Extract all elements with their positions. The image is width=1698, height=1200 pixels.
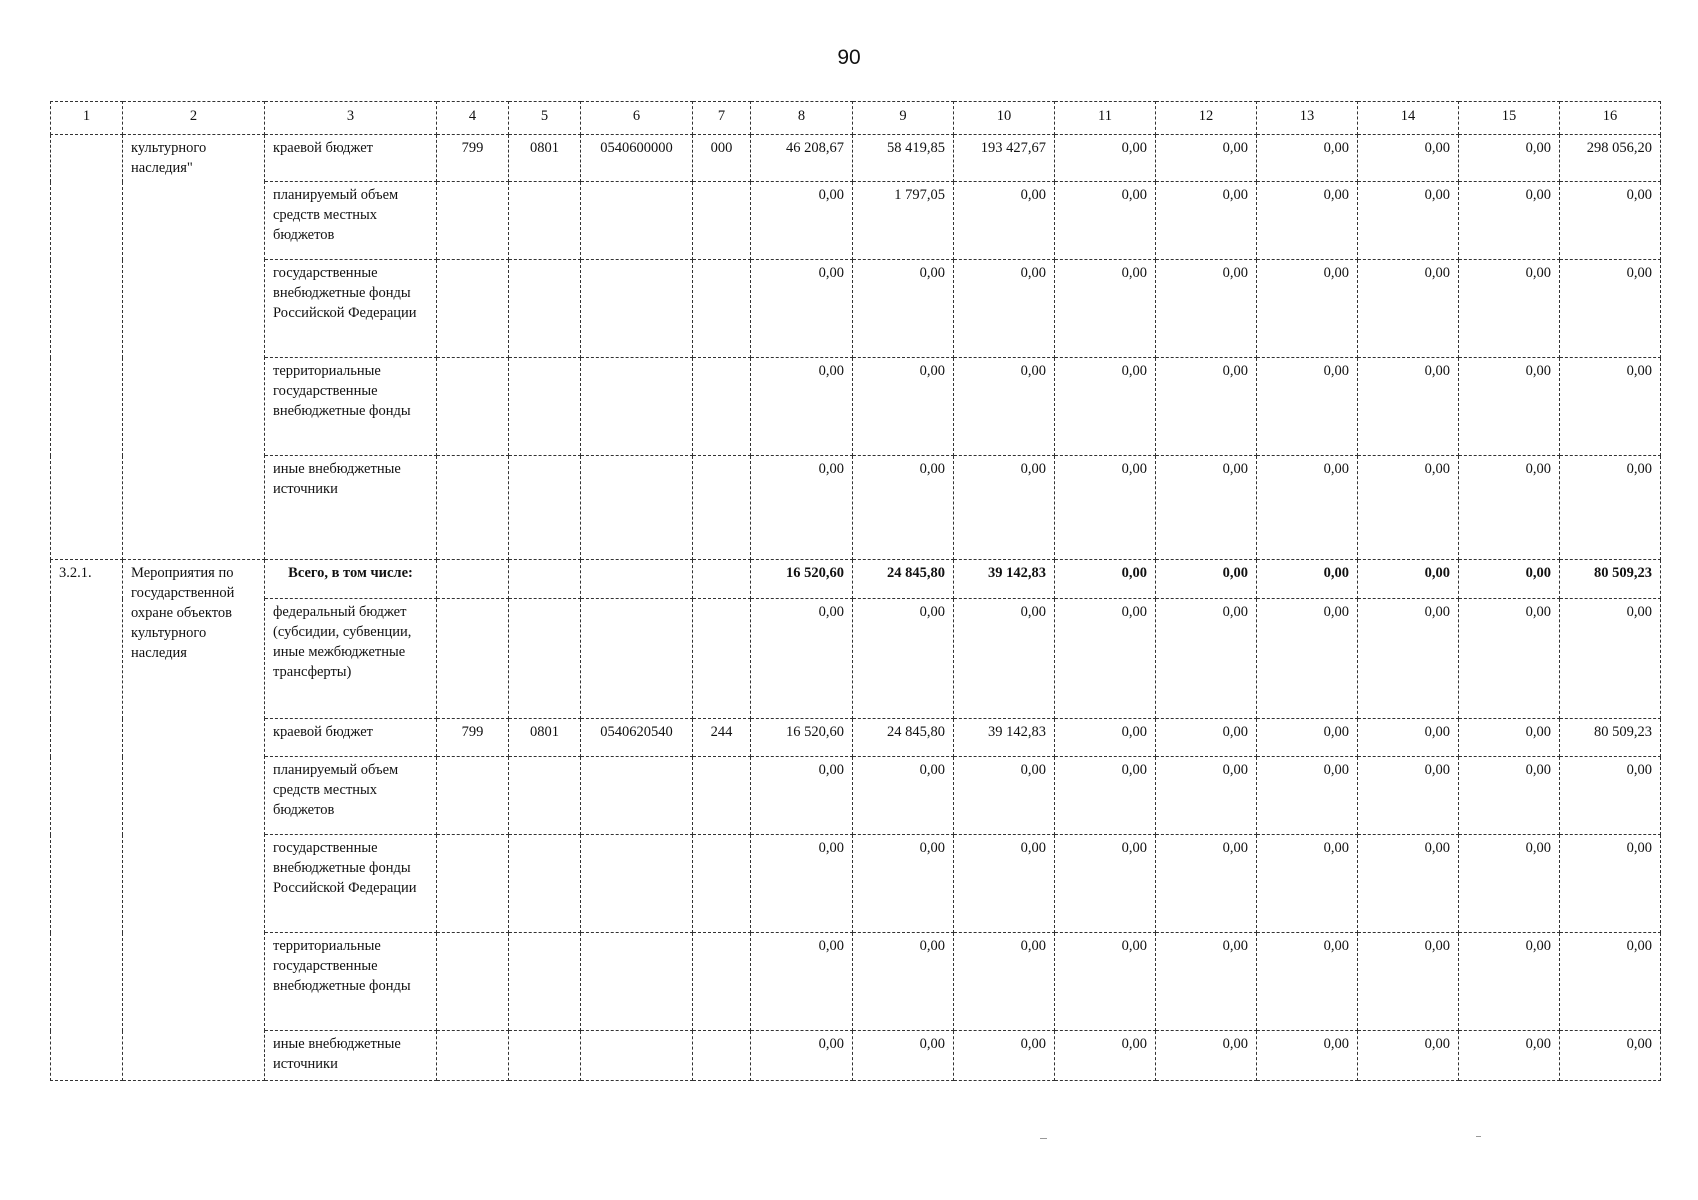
grbs-code bbox=[437, 1031, 509, 1081]
vr-code: 244 bbox=[693, 719, 751, 757]
table-row bbox=[51, 560, 1661, 599]
amount-cell: 58 419,85 bbox=[853, 135, 954, 182]
csr-code bbox=[581, 260, 693, 358]
amount-cell: 0,00 bbox=[1257, 757, 1358, 835]
amount-cell: 0,00 bbox=[1459, 757, 1560, 835]
amount-cell: 0,00 bbox=[1560, 182, 1661, 260]
item-number bbox=[51, 135, 123, 560]
budget-table bbox=[50, 101, 1661, 1081]
amount-cell: 0,00 bbox=[1156, 260, 1257, 358]
amount-cell: 0,00 bbox=[853, 456, 954, 560]
amount-cell: 0,00 bbox=[1358, 182, 1459, 260]
amount-cell: 0,00 bbox=[1257, 1031, 1358, 1081]
column-header: 16 bbox=[1560, 102, 1661, 135]
funding-source: территориальные государственные внебюджетные фонды bbox=[265, 933, 437, 1031]
amount-cell: 0,00 bbox=[1358, 358, 1459, 456]
amount-cell: 0,00 bbox=[1055, 560, 1156, 599]
vr-code bbox=[693, 182, 751, 260]
rzpr-code bbox=[509, 599, 581, 719]
table-row bbox=[51, 1031, 1661, 1081]
amount-cell: 0,00 bbox=[1560, 260, 1661, 358]
amount-cell: 0,00 bbox=[954, 599, 1055, 719]
amount-cell: 298 056,20 bbox=[1560, 135, 1661, 182]
amount-cell: 0,00 bbox=[1459, 719, 1560, 757]
amount-cell: 0,00 bbox=[1358, 933, 1459, 1031]
rzpr-code bbox=[509, 560, 581, 599]
amount-cell: 0,00 bbox=[853, 1031, 954, 1081]
amount-cell: 0,00 bbox=[1560, 1031, 1661, 1081]
amount-cell: 0,00 bbox=[1156, 933, 1257, 1031]
item-title: Мероприятия по государственной охране объектов культурного наследия bbox=[123, 560, 265, 1081]
amount-cell: 0,00 bbox=[1257, 719, 1358, 757]
amount-cell: 0,00 bbox=[1257, 456, 1358, 560]
amount-cell: 0,00 bbox=[1156, 182, 1257, 260]
funding-source: иные внебюджетные источники bbox=[265, 456, 437, 560]
csr-code bbox=[581, 933, 693, 1031]
amount-cell: 0,00 bbox=[1055, 260, 1156, 358]
rzpr-code: 0801 bbox=[509, 719, 581, 757]
amount-cell: 0,00 bbox=[751, 599, 853, 719]
vr-code bbox=[693, 933, 751, 1031]
vr-code bbox=[693, 599, 751, 719]
amount-cell: 24 845,80 bbox=[853, 719, 954, 757]
grbs-code bbox=[437, 358, 509, 456]
amount-cell: 0,00 bbox=[1459, 835, 1560, 933]
column-header: 12 bbox=[1156, 102, 1257, 135]
amount-cell: 0,00 bbox=[1156, 358, 1257, 456]
column-header: 7 bbox=[693, 102, 751, 135]
column-header: 11 bbox=[1055, 102, 1156, 135]
funding-source: краевой бюджет bbox=[265, 719, 437, 757]
rzpr-code bbox=[509, 182, 581, 260]
amount-cell: 0,00 bbox=[954, 260, 1055, 358]
table-row bbox=[51, 260, 1661, 358]
rzpr-code bbox=[509, 835, 581, 933]
csr-code bbox=[581, 1031, 693, 1081]
table-row bbox=[51, 835, 1661, 933]
table-body bbox=[51, 102, 1661, 1081]
amount-cell: 0,00 bbox=[1358, 835, 1459, 933]
csr-code: 0540600000 bbox=[581, 135, 693, 182]
amount-cell: 0,00 bbox=[853, 599, 954, 719]
amount-cell: 0,00 bbox=[1459, 560, 1560, 599]
funding-source: государственные внебюджетные фонды Российской Федерации bbox=[265, 835, 437, 933]
amount-cell: 0,00 bbox=[1459, 182, 1560, 260]
column-header: 14 bbox=[1358, 102, 1459, 135]
column-header: 8 bbox=[751, 102, 853, 135]
amount-cell: 0,00 bbox=[853, 757, 954, 835]
amount-cell: 0,00 bbox=[751, 358, 853, 456]
amount-cell: 80 509,23 bbox=[1560, 719, 1661, 757]
amount-cell: 0,00 bbox=[853, 835, 954, 933]
amount-cell: 80 509,23 bbox=[1560, 560, 1661, 599]
amount-cell: 0,00 bbox=[853, 260, 954, 358]
column-header: 2 bbox=[123, 102, 265, 135]
amount-cell: 0,00 bbox=[1055, 599, 1156, 719]
amount-cell: 0,00 bbox=[1257, 135, 1358, 182]
amount-cell: 0,00 bbox=[954, 933, 1055, 1031]
amount-cell: 0,00 bbox=[1156, 1031, 1257, 1081]
amount-cell: 0,00 bbox=[1358, 599, 1459, 719]
table-row bbox=[51, 757, 1661, 835]
csr-code bbox=[581, 182, 693, 260]
amount-cell: 0,00 bbox=[954, 757, 1055, 835]
grbs-code bbox=[437, 560, 509, 599]
amount-cell: 16 520,60 bbox=[751, 719, 853, 757]
grbs-code bbox=[437, 182, 509, 260]
amount-cell: 0,00 bbox=[1560, 933, 1661, 1031]
column-header: 15 bbox=[1459, 102, 1560, 135]
amount-cell: 0,00 bbox=[1257, 358, 1358, 456]
table-row bbox=[51, 719, 1661, 757]
amount-cell: 0,00 bbox=[751, 757, 853, 835]
vr-code bbox=[693, 560, 751, 599]
funding-source: краевой бюджет bbox=[265, 135, 437, 182]
vr-code bbox=[693, 456, 751, 560]
amount-cell: 0,00 bbox=[751, 933, 853, 1031]
amount-cell: 0,00 bbox=[1156, 456, 1257, 560]
amount-cell: 0,00 bbox=[1257, 933, 1358, 1031]
amount-cell: 0,00 bbox=[1459, 135, 1560, 182]
grbs-code bbox=[437, 260, 509, 358]
amount-cell: 0,00 bbox=[1459, 456, 1560, 560]
amount-cell: 0,00 bbox=[1358, 757, 1459, 835]
header-row bbox=[51, 102, 1661, 135]
amount-cell: 39 142,83 bbox=[954, 560, 1055, 599]
column-header: 4 bbox=[437, 102, 509, 135]
amount-cell: 0,00 bbox=[1560, 456, 1661, 560]
grbs-code bbox=[437, 835, 509, 933]
vr-code bbox=[693, 1031, 751, 1081]
amount-cell: 0,00 bbox=[751, 456, 853, 560]
amount-cell: 16 520,60 bbox=[751, 560, 853, 599]
amount-cell: 0,00 bbox=[1055, 835, 1156, 933]
amount-cell: 1 797,05 bbox=[853, 182, 954, 260]
amount-cell: 0,00 bbox=[751, 260, 853, 358]
amount-cell: 0,00 bbox=[1459, 260, 1560, 358]
funding-source: федеральный бюджет (субсидии, субвенции, иные межбюджетные трансферты) bbox=[265, 599, 437, 719]
amount-cell: 0,00 bbox=[1560, 599, 1661, 719]
rzpr-code bbox=[509, 933, 581, 1031]
vr-code bbox=[693, 260, 751, 358]
csr-code bbox=[581, 560, 693, 599]
amount-cell: 193 427,67 bbox=[954, 135, 1055, 182]
funding-source: территориальные государственные внебюджетные фонды bbox=[265, 358, 437, 456]
amount-cell: 0,00 bbox=[1156, 835, 1257, 933]
amount-cell: 0,00 bbox=[1055, 719, 1156, 757]
item-number: 3.2.1. bbox=[51, 560, 123, 1081]
amount-cell: 0,00 bbox=[954, 1031, 1055, 1081]
amount-cell: 0,00 bbox=[751, 182, 853, 260]
amount-cell: 0,00 bbox=[1156, 719, 1257, 757]
amount-cell: 0,00 bbox=[751, 1031, 853, 1081]
amount-cell: 0,00 bbox=[1358, 456, 1459, 560]
column-header: 10 bbox=[954, 102, 1055, 135]
amount-cell: 39 142,83 bbox=[954, 719, 1055, 757]
table-row bbox=[51, 933, 1661, 1031]
amount-cell: 0,00 bbox=[1257, 835, 1358, 933]
table-row bbox=[51, 135, 1661, 182]
rzpr-code bbox=[509, 456, 581, 560]
amount-cell: 0,00 bbox=[1560, 835, 1661, 933]
grbs-code bbox=[437, 933, 509, 1031]
amount-cell: 0,00 bbox=[1156, 560, 1257, 599]
amount-cell: 0,00 bbox=[853, 358, 954, 456]
csr-code bbox=[581, 599, 693, 719]
funding-source: Всего, в том числе: bbox=[265, 560, 437, 599]
grbs-code: 799 bbox=[437, 135, 509, 182]
amount-cell: 24 845,80 bbox=[853, 560, 954, 599]
amount-cell: 0,00 bbox=[1358, 260, 1459, 358]
scan-mark bbox=[1476, 1136, 1481, 1137]
amount-cell: 0,00 bbox=[1358, 719, 1459, 757]
funding-source: планируемый объем средств местных бюджетов bbox=[265, 757, 437, 835]
amount-cell: 0,00 bbox=[853, 933, 954, 1031]
amount-cell: 0,00 bbox=[954, 835, 1055, 933]
rzpr-code: 0801 bbox=[509, 135, 581, 182]
grbs-code bbox=[437, 599, 509, 719]
column-header: 9 bbox=[853, 102, 954, 135]
page-number: 90 bbox=[837, 46, 861, 69]
column-header: 1 bbox=[51, 102, 123, 135]
amount-cell: 46 208,67 bbox=[751, 135, 853, 182]
rzpr-code bbox=[509, 358, 581, 456]
amount-cell: 0,00 bbox=[1560, 358, 1661, 456]
amount-cell: 0,00 bbox=[1358, 1031, 1459, 1081]
vr-code: 000 bbox=[693, 135, 751, 182]
column-header: 5 bbox=[509, 102, 581, 135]
funding-source: государственные внебюджетные фонды Российской Федерации bbox=[265, 260, 437, 358]
funding-source: иные внебюджетные источники bbox=[265, 1031, 437, 1081]
amount-cell: 0,00 bbox=[954, 358, 1055, 456]
column-header: 6 bbox=[581, 102, 693, 135]
rzpr-code bbox=[509, 1031, 581, 1081]
grbs-code: 799 bbox=[437, 719, 509, 757]
grbs-code bbox=[437, 456, 509, 560]
table-row bbox=[51, 599, 1661, 719]
table-row bbox=[51, 358, 1661, 456]
amount-cell: 0,00 bbox=[1257, 599, 1358, 719]
amount-cell: 0,00 bbox=[1055, 358, 1156, 456]
vr-code bbox=[693, 835, 751, 933]
csr-code: 0540620540 bbox=[581, 719, 693, 757]
amount-cell: 0,00 bbox=[1055, 1031, 1156, 1081]
amount-cell: 0,00 bbox=[1459, 1031, 1560, 1081]
table-row bbox=[51, 456, 1661, 560]
amount-cell: 0,00 bbox=[751, 835, 853, 933]
amount-cell: 0,00 bbox=[1257, 560, 1358, 599]
csr-code bbox=[581, 456, 693, 560]
amount-cell: 0,00 bbox=[1560, 757, 1661, 835]
column-header: 13 bbox=[1257, 102, 1358, 135]
amount-cell: 0,00 bbox=[1358, 135, 1459, 182]
scan-mark bbox=[1040, 1138, 1047, 1139]
amount-cell: 0,00 bbox=[1459, 599, 1560, 719]
vr-code bbox=[693, 358, 751, 456]
amount-cell: 0,00 bbox=[1257, 260, 1358, 358]
rzpr-code bbox=[509, 757, 581, 835]
amount-cell: 0,00 bbox=[954, 456, 1055, 560]
amount-cell: 0,00 bbox=[1156, 135, 1257, 182]
amount-cell: 0,00 bbox=[1055, 933, 1156, 1031]
csr-code bbox=[581, 757, 693, 835]
amount-cell: 0,00 bbox=[1358, 560, 1459, 599]
amount-cell: 0,00 bbox=[1459, 933, 1560, 1031]
amount-cell: 0,00 bbox=[1055, 757, 1156, 835]
amount-cell: 0,00 bbox=[1055, 456, 1156, 560]
csr-code bbox=[581, 835, 693, 933]
amount-cell: 0,00 bbox=[1156, 757, 1257, 835]
item-title: культурного наследия" bbox=[123, 135, 265, 560]
grbs-code bbox=[437, 757, 509, 835]
amount-cell: 0,00 bbox=[954, 182, 1055, 260]
rzpr-code bbox=[509, 260, 581, 358]
amount-cell: 0,00 bbox=[1055, 182, 1156, 260]
amount-cell: 0,00 bbox=[1459, 358, 1560, 456]
vr-code bbox=[693, 757, 751, 835]
amount-cell: 0,00 bbox=[1257, 182, 1358, 260]
amount-cell: 0,00 bbox=[1055, 135, 1156, 182]
funding-source: планируемый объем средств местных бюджетов bbox=[265, 182, 437, 260]
amount-cell: 0,00 bbox=[1156, 599, 1257, 719]
table-row bbox=[51, 182, 1661, 260]
column-header: 3 bbox=[265, 102, 437, 135]
csr-code bbox=[581, 358, 693, 456]
